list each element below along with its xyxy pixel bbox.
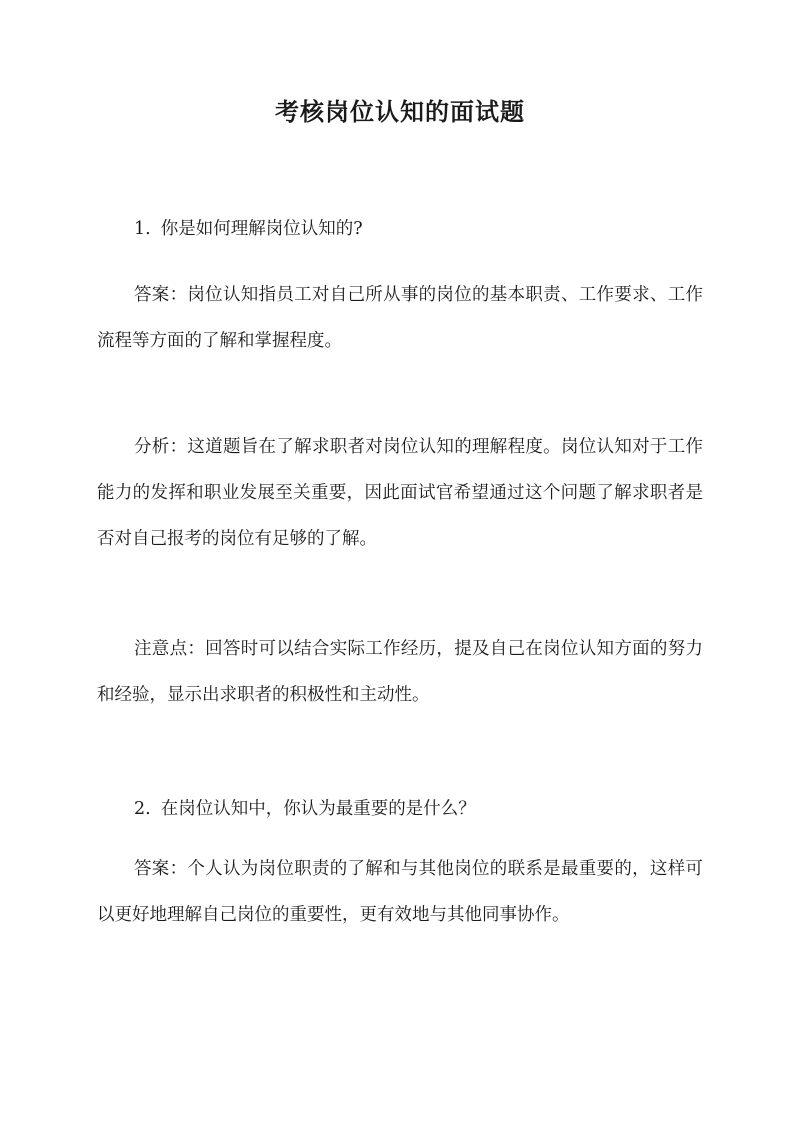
question-2-number: 2. <box>134 799 151 819</box>
question-1 <box>134 206 704 252</box>
question-1-analysis: 分析：这道题旨在了解求职者对岗位认知的理解程度。岗位认知对于工作能力的发挥和职业发展至关重要，因此面试官希望通过这个问题了解求职者是否对自己报考的岗位有足够的了解。 <box>97 437 703 549</box>
document-title: 考核岗位认知的面试题 <box>275 97 525 126</box>
question-2 <box>134 786 704 832</box>
question-1-text: 你是如何理解岗位认知的? <box>160 219 363 239</box>
question-1-notes: 注意点：回答时可以结合实际工作经历，提及自己在岗位认知方面的努力和经验，显示出求职者的积极性和主动性。 <box>97 639 703 705</box>
question-1-answer: 答案：岗位认知指员工对自己所从事的岗位的基本职责、工作要求、工作流程等方面的了解和掌握程度。 <box>97 285 703 351</box>
question-2-answer: 答案：个人认为岗位职责的了解和与其他岗位的联系是最重要的，这样可以更好地理解自己岗位的重要性，更有效地与其他同事协作。 <box>97 859 703 925</box>
question-2-text: 在岗位认知中，你认为最重要的是什么？ <box>160 799 476 819</box>
question-1-number: 1. <box>134 219 151 239</box>
